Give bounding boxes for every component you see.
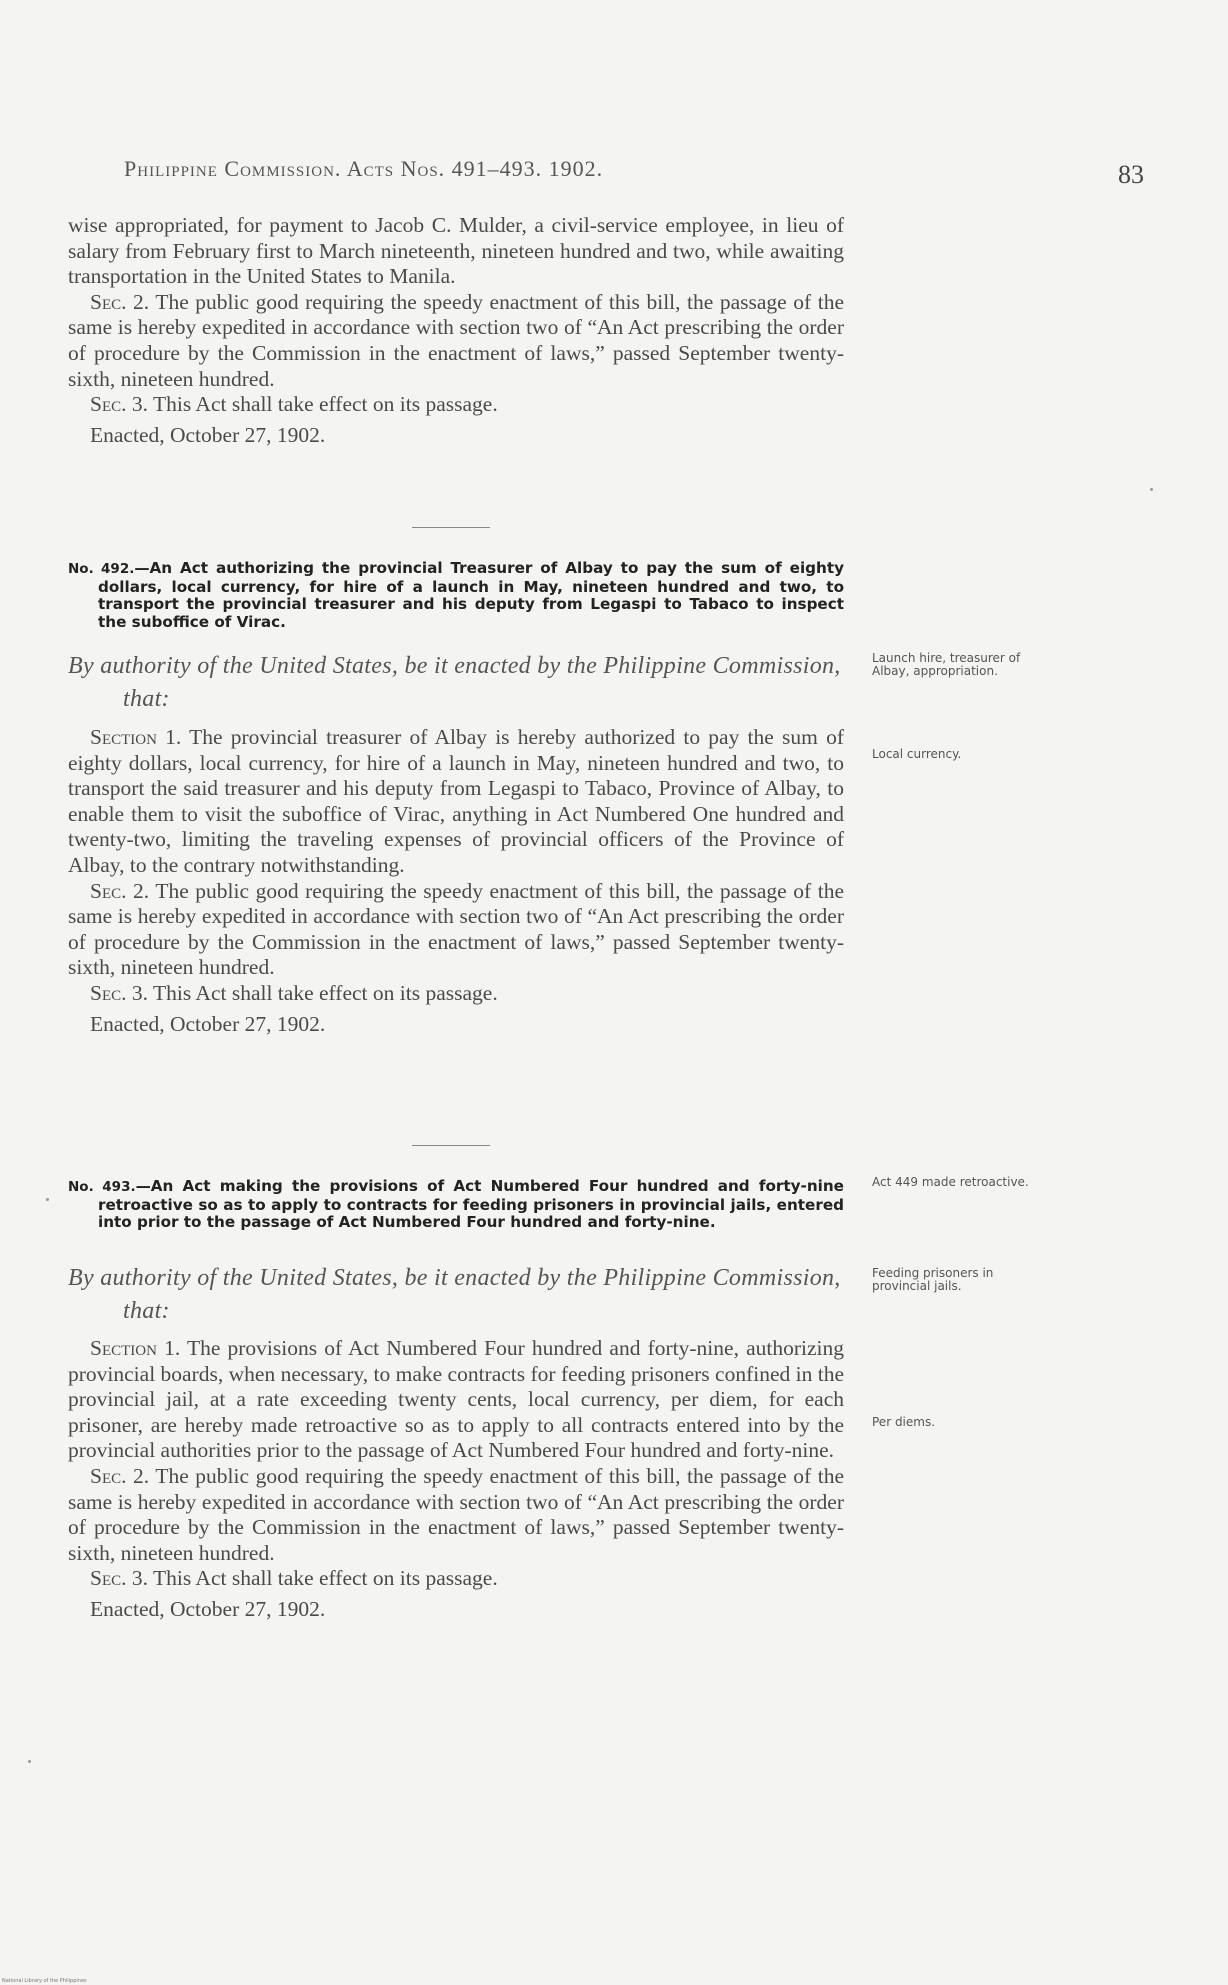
enacting-clause: By authority of the United States, be it enacted by the Philippine Commission, that: — [68, 653, 841, 712]
enacting-clause: By authority of the United States, be it enacted by the Philippine Commission, that: — [68, 1265, 841, 1324]
margin-note-per-diems: Per diems. — [872, 1415, 936, 1429]
section-text: The public good requiring the speedy enactment of this bill, the passage of the same is hereby expedited in accordance with section two of “An Act prescribing the order of procedure by the Commission in the enactment of laws,” passed September twenty-sixth, nineteen hundred. — [68, 878, 844, 980]
act-number: No. 493. — [68, 1179, 136, 1195]
section-text: This Act shall take effect on its passage. — [153, 980, 498, 1005]
act-number: No. 492. — [68, 561, 135, 577]
section-text: This Act shall take effect on its passage. — [153, 392, 498, 417]
section-divider — [412, 1145, 490, 1146]
section-label: Section 1. — [90, 1336, 181, 1360]
scan-speck — [1150, 488, 1153, 491]
section-text: The provisions of Act Numbered Four hundred and forty-nine, authorizing provincial boards, when necessary, to make contracts for feeding prisoners confined in the provincial jail, at a rate exceeding twenty cents, local currency, per diem, for each prisoner, are hereby made retroactive so as to apply to all contracts entered into by the provincial authorities prior to the passage of Act Numbered Four hundred and forty-nine. — [68, 1336, 844, 1463]
act-491-section-2 — [68, 290, 844, 392]
act-492-section-1 — [68, 725, 844, 879]
section-label: Sec. 2. — [90, 878, 150, 903]
act-title: —An Act authorizing the provincial Treasurer of Albay to pay the sum of eighty dollars, local currency, for hire of a launch in May, nineteen hundred and two, to transport the provincial treasurer and his deputy from Legaspi to Tabaco to inspect the suboffice of Virac. — [98, 559, 844, 631]
section-text: This Act shall take effect on its passage. — [153, 1566, 498, 1591]
section-text: The provincial treasurer of Albay is hereby authorized to pay the sum of eighty dollars, local currency, for hire of a launch in May, nineteen hundred and two, to transport the said treasurer and his deputy from Legaspi to Tabaco, Province of Albay, to enable them to visit the suboffice of Virac, anything in Act Numbered One hundred and twenty-two, limiting the traveling expenses of provincial officers of the Province of Albay, to the contrary notwithstanding. — [68, 725, 844, 877]
act-492 — [68, 560, 844, 631]
act-493-heading — [68, 1178, 844, 1232]
act-493-enacted-date: Enacted, October 27, 1902. — [90, 1596, 326, 1621]
section-divider — [412, 527, 490, 528]
act-title: —An Act making the provisions of Act Numbered Four hundred and forty-nine retroactive so as to apply to contracts for feeding prisoners in provincial jails, entered into prior to the passage of Act Numbered Four hundred and forty-nine. — [98, 1177, 844, 1231]
section-label: Sec. 3. — [90, 980, 148, 1005]
section-label: Sec. 3. — [90, 392, 148, 417]
act-493-section-2 — [68, 1464, 844, 1566]
act-493-body — [68, 1262, 844, 1328]
margin-note-act-449-retroactive: Act 449 made retroactive. — [872, 1175, 1029, 1189]
act-492-enacted-date: Enacted, October 27, 1902. — [90, 1011, 326, 1036]
act-492-section-2 — [68, 879, 844, 981]
act-492-section-3 — [68, 981, 844, 1007]
act-493 — [68, 1178, 844, 1232]
running-head: Philippine Commission. Acts Nos. 491–493. 1902. — [124, 156, 604, 181]
act-493-section-1 — [68, 1336, 844, 1464]
page-number: 83 — [1118, 160, 1144, 189]
act-491-enacted-date: Enacted, October 27, 1902. — [90, 422, 326, 447]
act-491-section-3 — [68, 392, 844, 418]
section-text: The public good requiring the speedy enactment of this bill, the passage of the same is hereby expedited in accordance with section two of “An Act prescribing the order of procedure by the Commission in the enactment of laws,” passed September twenty-sixth, nineteen hundred. — [68, 1463, 844, 1565]
act-492-sections — [68, 725, 844, 1037]
act-491-continuation-paragraph: wise appropriated, for payment to Jacob C. Mulder, a civil-service employee, in lieu of salary from February first to March nineteenth, nineteen hundred and two, while awaiting transportation in the United States to Manila. — [68, 213, 844, 289]
act-491-tail — [68, 213, 844, 448]
margin-note-launch-hire: Launch hire, treasurer of Albay, appropriation. — [872, 651, 1021, 678]
section-label: Sec. 3. — [90, 1566, 148, 1591]
act-493-section-3 — [68, 1566, 844, 1592]
scan-speck — [46, 1198, 49, 1201]
section-label: Sec. 2. — [90, 289, 150, 314]
act-493-sections — [68, 1336, 844, 1622]
act-492-body — [68, 650, 844, 716]
scan-speck — [28, 1760, 31, 1763]
source-watermark: National Library of the Philippines — [2, 1978, 87, 1984]
section-text: The public good requiring the speedy enactment of this bill, the passage of the same is hereby expedited in accordance with section two of “An Act prescribing the order of procedure by the Commission in the enactment of laws,” passed September twenty-sixth, nineteen hundred. — [68, 289, 844, 391]
margin-note-local-currency: Local currency. — [872, 747, 962, 761]
margin-note-feeding-prisoners: Feeding prisoners in provincial jails. — [872, 1266, 994, 1293]
section-label: Section 1. — [90, 725, 182, 749]
section-label: Sec. 2. — [90, 1463, 150, 1488]
act-492-heading — [68, 560, 844, 631]
